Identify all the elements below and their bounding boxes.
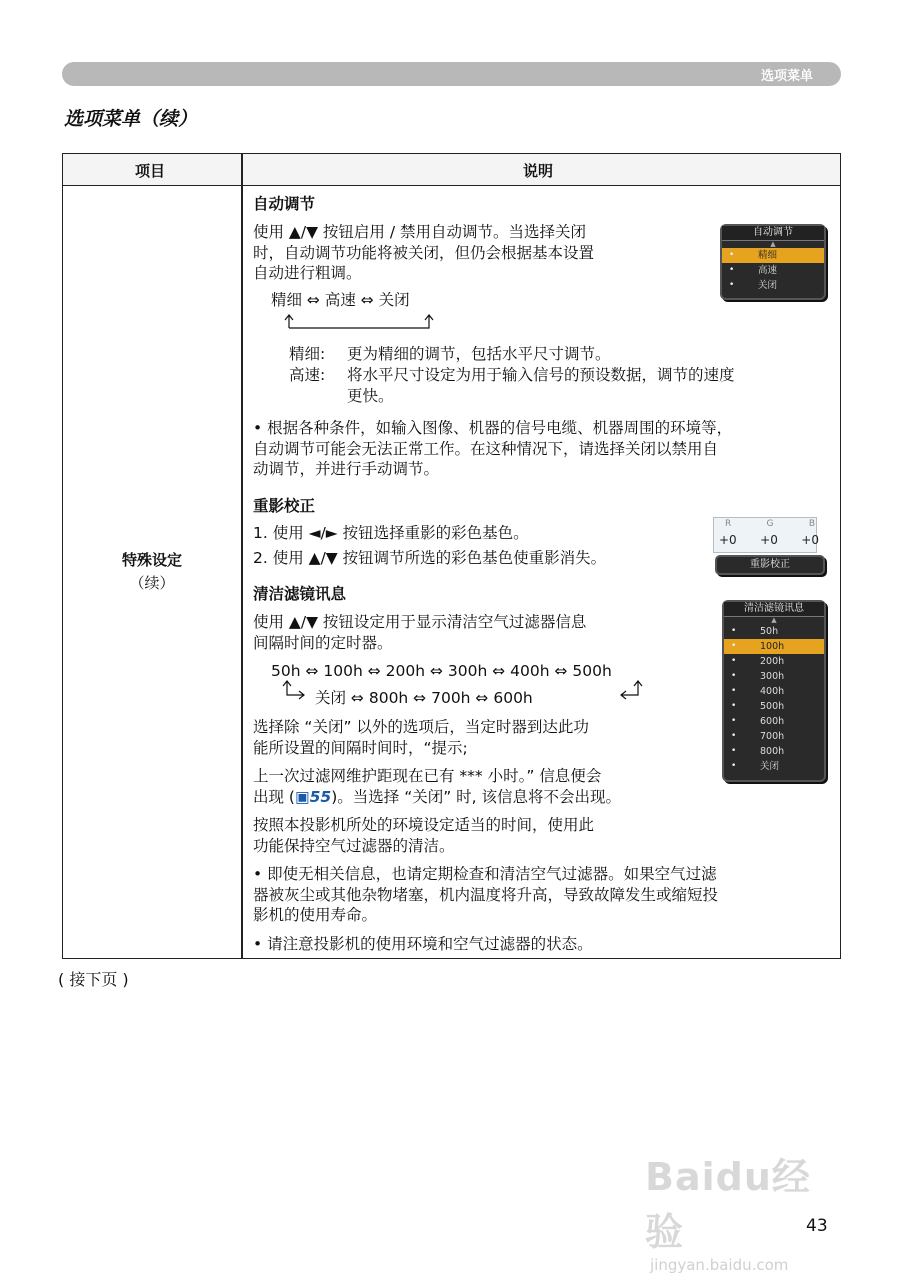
cycle-return-arrow: [279, 312, 439, 332]
chapter-label: 选项菜单: [760, 69, 813, 84]
ghost-heading: 重影校正: [253, 497, 316, 515]
filter-menu-screenshot: 清洁滤镜讯息 ▲ • 50h • 100h • 200h • 300h • 400h • 500h • 600h • 700h • 800h • 关闭: [722, 600, 826, 782]
page-title: 选项菜单（续）: [64, 108, 198, 130]
filter-cycle-row-1: 50h ⇔ 100h ⇔ 200h ⇔ 300h ⇔ 400h ⇔ 500h: [271, 662, 612, 680]
item-name: 特殊设定: [121, 551, 182, 569]
column-divider: [241, 154, 243, 958]
baidu-watermark: Baidu经验 jingyan.baidu.com: [645, 1155, 811, 1274]
filter-note-2: • 请注意投影机的使用环境和空气过滤器的状态。: [253, 935, 593, 953]
filter-para-2: 上一次过滤网维护距现在已有 *** 小时。” 信息便会 出现 (▣55)。当选择 “关闭” 时, 该信息将不会出现。: [253, 767, 622, 806]
def-fine-text: 更为精细的调节，包括水平尺寸调节。: [347, 345, 611, 363]
filter-note-1: • 即使无相关信息，也请定期检查和清洁空气过滤器。如果空气过滤 器被灰尘或其他杂物堵塞，机内温度将升高，导致故障发生或缩短投 影机的使用寿命。: [253, 865, 719, 924]
ghost-step-1: 1. 使用 ◄/► 按钮选择重影的彩色基色。: [253, 524, 529, 542]
filter-cycle-arrow-left: [281, 680, 305, 702]
book-ref-icon[interactable]: ▣55: [294, 787, 332, 806]
filter-para-3: 按照本投影机所处的环境设定适当的时间，使用此 功能保持空气过滤器的清洁。: [253, 816, 595, 855]
def-fast-text: 将水平尺寸设定为用于输入信号的预设数据，调节的速度 更快。: [347, 366, 735, 405]
auto-adjust-heading: 自动调节: [253, 195, 316, 213]
auto-adjust-menu-screenshot: 自动调节 ▲ • 精细 • 高速 • 关闭: [720, 224, 826, 300]
ghost-menu-screenshot: R G B +0 +0 +0 重影校正: [713, 517, 827, 575]
col-header-desc: 说明: [523, 162, 554, 180]
table-header-row: [63, 154, 840, 186]
options-table: [62, 153, 841, 959]
page-number: 43: [806, 1216, 828, 1236]
ghost-step-2: 2. 使用 ▲/▼ 按钮调节所选的彩色基色使重影消失。: [253, 549, 607, 567]
auto-adjust-note: • 根据各种条件，如输入图像、机器的信号电缆、机器周围的环境等， 自动调节可能会无法正常工作。在这种情况下，请选择关闭以禁用自 动调节，并进行手动调节。: [253, 419, 733, 478]
auto-adjust-cycle: 精细 ⇔ 高速 ⇔ 关闭: [271, 291, 410, 309]
auto-adjust-desc: 使用 ▲/▼ 按钮启用 / 禁用自动调节。当选择关闭 时，自动调节功能将被关闭，但仍会根据基本设置 自动进行粗调。: [253, 223, 595, 282]
continued-note: ( 接下页 ): [58, 970, 129, 989]
col-header-item: 项目: [135, 162, 166, 180]
filter-cycle-row-2: 关闭 ⇔ 800h ⇔ 700h ⇔ 600h: [315, 689, 533, 707]
def-fast-term: 高速:: [289, 366, 326, 384]
item-continued: （续）: [129, 574, 175, 592]
filter-para-1: 选择除 “关闭” 以外的选项后，当定时器到达此功 能所设置的间隔时间时，“提示;: [253, 718, 589, 757]
def-fine-term: 精细:: [289, 345, 326, 363]
item-cell: [63, 549, 241, 593]
chapter-header-bar: [62, 62, 841, 86]
filter-cycle-arrow-right: [618, 680, 644, 702]
filter-desc: 使用 ▲/▼ 按钮设定用于显示清洁空气过滤器信息 间隔时间的定时器。: [253, 613, 587, 652]
filter-heading: 清洁滤镜讯息: [253, 585, 347, 603]
